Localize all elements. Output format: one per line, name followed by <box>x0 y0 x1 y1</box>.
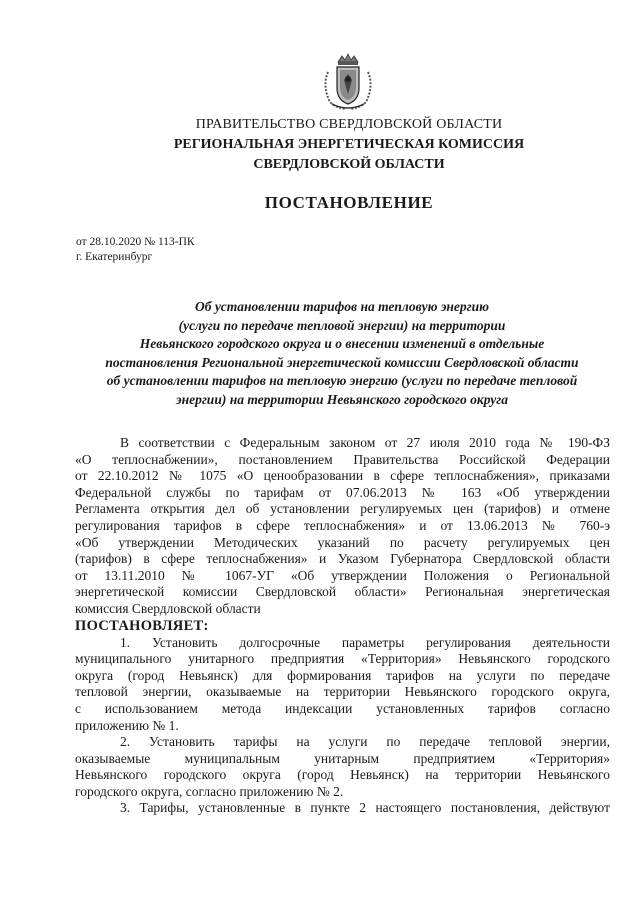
body-line: «О теплоснабжении», постановлением Правительства Российской Федерации <box>75 451 610 467</box>
commission-name-line1: РЕГИОНАЛЬНАЯ ЭНЕРГЕТИЧЕСКАЯ КОМИССИЯ <box>173 137 525 152</box>
subject-line: постановления Региональной энергетической комиссии Свердловской области <box>105 354 579 370</box>
body-line: Федеральной службы по тарифам от 07.06.2013 № 163 «Об утверждении <box>75 484 610 500</box>
subject-line: Об установлении тарифов на тепловую энергию <box>194 299 490 314</box>
body-line: Невьянского городского округа (город Невьянск) на территории Невьянского <box>75 767 610 783</box>
body-line: от 13.11.2010 № 1067-УГ «Об утверждении Положения о Региональной <box>75 567 610 583</box>
body-line: «Об утверждении Методических указаний по расчету регулируемых цен <box>75 534 610 550</box>
item-2-paragraph <box>75 734 610 800</box>
body-line: приложению № 1. <box>75 717 179 733</box>
subject-line: энергии) на территории Невьянского городского округа <box>175 391 508 407</box>
document-date-number: от 28.10.2020 № 113-ПК <box>76 236 195 248</box>
body-line: 2. Установить тарифы на услуги по передаче тепловой энергии, <box>120 734 610 750</box>
document-subject <box>74 298 610 410</box>
body-line: округа (город Невьянск) для формирования тарифов на услуги по передаче <box>75 667 610 683</box>
government-name: ПРАВИТЕЛЬСТВО СВЕРДЛОВСКОЙ ОБЛАСТИ <box>195 117 503 132</box>
body-line: энергетической комиссии Свердловской области» Региональная энергетическая <box>75 584 610 600</box>
subject-line: (услуги по передаче тепловой энергии) на территории <box>178 317 506 333</box>
body-line: 3. Тарифы, установленные в пункте 2 настоящего постановления, действуют <box>120 800 610 816</box>
preamble-paragraph <box>75 435 610 618</box>
subject-line: об установлении тарифов на тепловую энергию (услуги по передаче тепловой <box>106 373 578 389</box>
body-line: с использованием метода индексации установленных тарифов согласно <box>75 700 610 716</box>
decree-word: ПОСТАНОВЛЯЕТ: <box>75 617 209 634</box>
body-line: от 22.10.2012 № 1075 «О ценообразовании в сфере теплоснабжения», приказами <box>75 468 610 484</box>
item-1-paragraph <box>75 635 610 735</box>
body-line: комиссия Свердловской области <box>75 600 261 616</box>
body-line: тепловой энергии, оказываемые на территории Невьянского городского округа, <box>75 684 610 700</box>
body-line: регулирования тарифов в сфере теплоснабжения» и от 13.06.2013 № 760-э <box>75 517 610 533</box>
body-line: Регламента открытия дел об установлении регулируемых цен (тарифов) и отмене <box>75 501 610 517</box>
body-line: (тарифов) в сфере теплоснабжения» и Указом Губернатора Свердловской области <box>75 551 610 567</box>
commission-name-line2: СВЕРДЛОВСКОЙ ОБЛАСТИ <box>253 157 445 172</box>
document-type-title: ПОСТАНОВЛЕНИЕ <box>264 193 434 212</box>
body-line: В соответствии с Федеральным законом от 27 июля 2010 года № 190-ФЗ <box>120 435 610 450</box>
item-3-paragraph <box>75 800 610 817</box>
document-body <box>75 435 610 817</box>
document-city: г. Екатеринбург <box>76 251 153 263</box>
body-line: муниципального унитарного предприятия «Территория» Невьянского городского <box>75 651 610 667</box>
body-line: оказываемые муниципальным унитарным предприятием «Территория» <box>75 750 610 766</box>
coat-of-arms-icon <box>318 52 378 112</box>
subject-line: Невьянского городского округа и о внесении изменений в отдельные <box>139 336 545 352</box>
body-line: 1. Установить долгосрочные параметры регулирования деятельности <box>120 634 610 650</box>
body-line: городского округа, согласно приложению № 2. <box>75 783 344 799</box>
